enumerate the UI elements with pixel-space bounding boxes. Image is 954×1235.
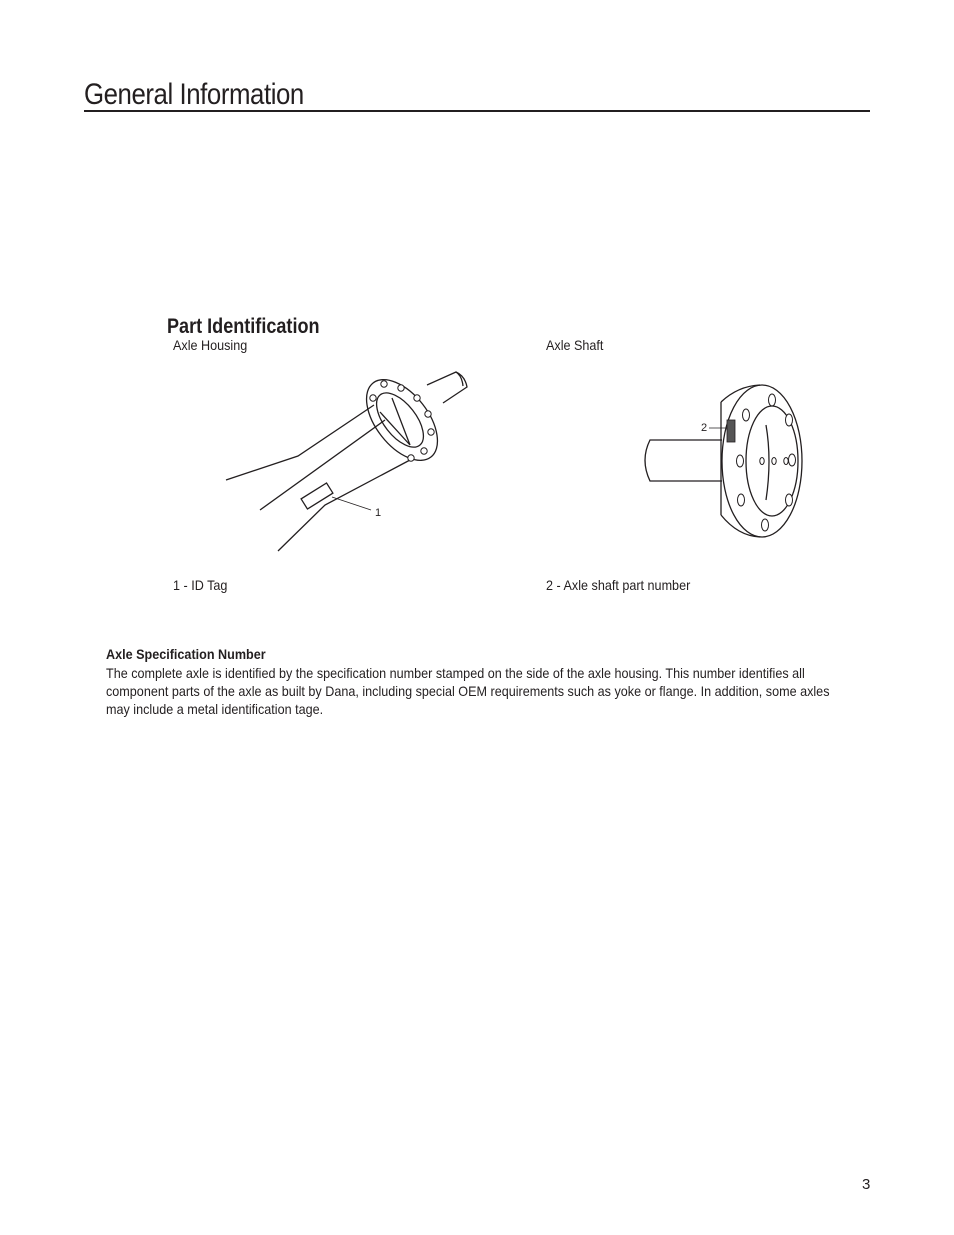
id-tag-caption: 1 - ID Tag (173, 577, 228, 593)
title-rule (84, 110, 870, 112)
axle-spec-body: The complete axle is identified by the specification number stamped on the side of the axle housing. This number identifies all component parts of the axle as built by Dana, including special OEM requirements such as yoke or flange. In addition, some axles may include a metal identification tage. (106, 665, 830, 717)
axle-shaft-label: Axle Shaft (546, 337, 604, 353)
page-title: General Information (84, 78, 304, 112)
callout-1: 1 (375, 507, 382, 519)
page-number: 3 (862, 1176, 871, 1193)
axle-housing-label: Axle Housing (173, 337, 248, 353)
axle-shaft-part-number-caption: 2 - Axle shaft part number (546, 577, 691, 593)
axle-shaft-illustration (636, 380, 806, 542)
section-heading: Part Identification (167, 315, 320, 339)
callout-2: 2 (701, 422, 708, 434)
axle-housing-illustration (220, 365, 480, 560)
axle-spec-heading: Axle Specification Number (106, 646, 266, 662)
